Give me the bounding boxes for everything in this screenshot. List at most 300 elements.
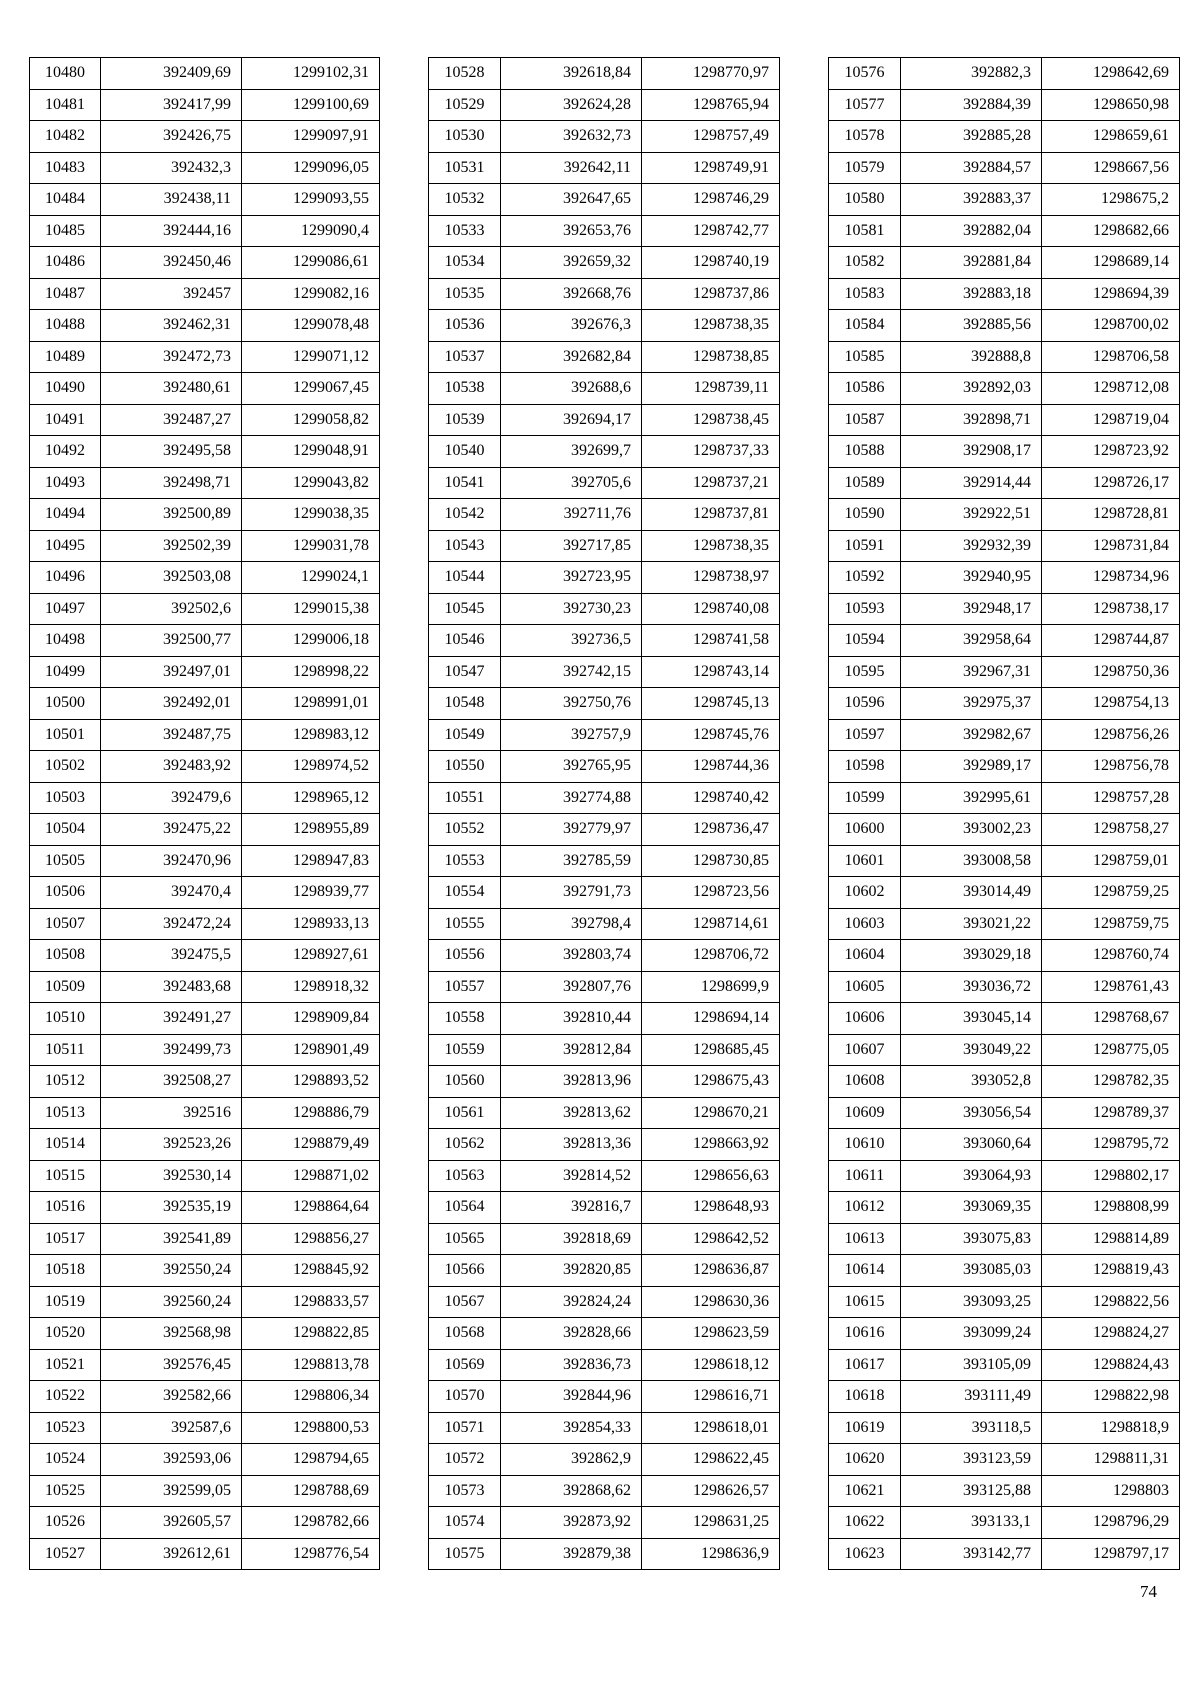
point-number-cell: 10602 bbox=[829, 877, 901, 909]
y-coordinate-cell: 1298622,45 bbox=[642, 1444, 780, 1476]
point-number-cell: 10533 bbox=[429, 215, 501, 247]
x-coordinate-cell: 393014,49 bbox=[901, 877, 1042, 909]
y-coordinate-cell: 1298871,02 bbox=[242, 1160, 380, 1192]
table-row bbox=[829, 971, 1180, 1003]
y-coordinate-cell: 1299043,82 bbox=[242, 467, 380, 499]
table-row bbox=[30, 278, 380, 310]
point-number-cell: 10531 bbox=[429, 152, 501, 184]
table-row bbox=[30, 1160, 380, 1192]
table-row bbox=[829, 152, 1180, 184]
point-number-cell: 10506 bbox=[30, 877, 101, 909]
table-row bbox=[30, 1223, 380, 1255]
y-coordinate-cell: 1298737,33 bbox=[642, 436, 780, 468]
x-coordinate-cell: 392914,44 bbox=[901, 467, 1042, 499]
point-number-cell: 10573 bbox=[429, 1475, 501, 1507]
y-coordinate-cell: 1298738,35 bbox=[642, 310, 780, 342]
y-coordinate-cell: 1298813,78 bbox=[242, 1349, 380, 1381]
table-row bbox=[429, 373, 780, 405]
x-coordinate-cell: 392750,76 bbox=[501, 688, 642, 720]
point-number-cell: 10546 bbox=[429, 625, 501, 657]
table-row bbox=[429, 1475, 780, 1507]
x-coordinate-cell: 393142,77 bbox=[901, 1538, 1042, 1570]
x-coordinate-cell: 392995,61 bbox=[901, 782, 1042, 814]
y-coordinate-cell: 1298768,67 bbox=[1042, 1003, 1180, 1035]
x-coordinate-cell: 393021,22 bbox=[901, 908, 1042, 940]
x-coordinate-cell: 392908,17 bbox=[901, 436, 1042, 468]
table-row bbox=[829, 1066, 1180, 1098]
coordinate-table-1 bbox=[29, 57, 380, 1570]
table-row bbox=[30, 1538, 380, 1570]
table-row bbox=[30, 562, 380, 594]
y-coordinate-cell: 1299031,78 bbox=[242, 530, 380, 562]
point-number-cell: 10491 bbox=[30, 404, 101, 436]
point-number-cell: 10543 bbox=[429, 530, 501, 562]
table-row bbox=[30, 530, 380, 562]
table-row bbox=[30, 1255, 380, 1287]
table-row bbox=[829, 1381, 1180, 1413]
y-coordinate-cell: 1298893,52 bbox=[242, 1066, 380, 1098]
point-number-cell: 10578 bbox=[829, 121, 901, 153]
y-coordinate-cell: 1298659,61 bbox=[1042, 121, 1180, 153]
table-row bbox=[30, 247, 380, 279]
x-coordinate-cell: 392612,61 bbox=[101, 1538, 242, 1570]
point-number-cell: 10505 bbox=[30, 845, 101, 877]
point-number-cell: 10486 bbox=[30, 247, 101, 279]
table-row bbox=[30, 1349, 380, 1381]
x-coordinate-cell: 392868,62 bbox=[501, 1475, 642, 1507]
point-number-cell: 10561 bbox=[429, 1097, 501, 1129]
point-number-cell: 10612 bbox=[829, 1192, 901, 1224]
table-row bbox=[30, 310, 380, 342]
table-row bbox=[829, 1444, 1180, 1476]
point-number-cell: 10541 bbox=[429, 467, 501, 499]
point-number-cell: 10539 bbox=[429, 404, 501, 436]
x-coordinate-cell: 392682,84 bbox=[501, 341, 642, 373]
x-coordinate-cell: 392765,95 bbox=[501, 751, 642, 783]
point-number-cell: 10549 bbox=[429, 719, 501, 751]
x-coordinate-cell: 393060,64 bbox=[901, 1129, 1042, 1161]
table-row bbox=[429, 1097, 780, 1129]
y-coordinate-cell: 1298796,29 bbox=[1042, 1507, 1180, 1539]
point-number-cell: 10601 bbox=[829, 845, 901, 877]
point-number-cell: 10616 bbox=[829, 1318, 901, 1350]
table-row bbox=[829, 1349, 1180, 1381]
y-coordinate-cell: 1299006,18 bbox=[242, 625, 380, 657]
table-row bbox=[429, 404, 780, 436]
table-row bbox=[429, 562, 780, 594]
y-coordinate-cell: 1298819,43 bbox=[1042, 1255, 1180, 1287]
y-coordinate-cell: 1298749,91 bbox=[642, 152, 780, 184]
y-coordinate-cell: 1298723,92 bbox=[1042, 436, 1180, 468]
y-coordinate-cell: 1298740,08 bbox=[642, 593, 780, 625]
y-coordinate-cell: 1298795,72 bbox=[1042, 1129, 1180, 1161]
point-number-cell: 10552 bbox=[429, 814, 501, 846]
x-coordinate-cell: 392816,7 bbox=[501, 1192, 642, 1224]
x-coordinate-cell: 392618,84 bbox=[501, 58, 642, 90]
point-number-cell: 10558 bbox=[429, 1003, 501, 1035]
x-coordinate-cell: 393125,88 bbox=[901, 1475, 1042, 1507]
table-row bbox=[829, 625, 1180, 657]
point-number-cell: 10586 bbox=[829, 373, 901, 405]
table-row bbox=[829, 814, 1180, 846]
y-coordinate-cell: 1298965,12 bbox=[242, 782, 380, 814]
x-coordinate-cell: 392444,16 bbox=[101, 215, 242, 247]
x-coordinate-cell: 392502,6 bbox=[101, 593, 242, 625]
x-coordinate-cell: 392836,73 bbox=[501, 1349, 642, 1381]
x-coordinate-cell: 392742,15 bbox=[501, 656, 642, 688]
x-coordinate-cell: 393002,23 bbox=[901, 814, 1042, 846]
point-number-cell: 10584 bbox=[829, 310, 901, 342]
point-number-cell: 10540 bbox=[429, 436, 501, 468]
y-coordinate-cell: 1298667,56 bbox=[1042, 152, 1180, 184]
table-row bbox=[30, 1381, 380, 1413]
x-coordinate-cell: 392885,28 bbox=[901, 121, 1042, 153]
y-coordinate-cell: 1298933,13 bbox=[242, 908, 380, 940]
y-coordinate-cell: 1298901,49 bbox=[242, 1034, 380, 1066]
x-coordinate-cell: 392472,73 bbox=[101, 341, 242, 373]
x-coordinate-cell: 393029,18 bbox=[901, 940, 1042, 972]
point-number-cell: 10559 bbox=[429, 1034, 501, 1066]
point-number-cell: 10483 bbox=[30, 152, 101, 184]
point-number-cell: 10542 bbox=[429, 499, 501, 531]
point-number-cell: 10487 bbox=[30, 278, 101, 310]
y-coordinate-cell: 1298731,84 bbox=[1042, 530, 1180, 562]
table-row bbox=[30, 89, 380, 121]
y-coordinate-cell: 1298740,19 bbox=[642, 247, 780, 279]
point-number-cell: 10556 bbox=[429, 940, 501, 972]
point-number-cell: 10589 bbox=[829, 467, 901, 499]
table-row bbox=[829, 341, 1180, 373]
y-coordinate-cell: 1298759,01 bbox=[1042, 845, 1180, 877]
x-coordinate-cell: 392862,9 bbox=[501, 1444, 642, 1476]
point-number-cell: 10570 bbox=[429, 1381, 501, 1413]
table-row bbox=[30, 215, 380, 247]
coordinate-table-2 bbox=[428, 57, 780, 1570]
table-row bbox=[30, 593, 380, 625]
x-coordinate-cell: 392560,24 bbox=[101, 1286, 242, 1318]
point-number-cell: 10593 bbox=[829, 593, 901, 625]
y-coordinate-cell: 1298757,49 bbox=[642, 121, 780, 153]
table-row bbox=[829, 751, 1180, 783]
y-coordinate-cell: 1298983,12 bbox=[242, 719, 380, 751]
point-number-cell: 10515 bbox=[30, 1160, 101, 1192]
table-row bbox=[30, 467, 380, 499]
table-row bbox=[30, 1097, 380, 1129]
y-coordinate-cell: 1298802,17 bbox=[1042, 1160, 1180, 1192]
x-coordinate-cell: 392508,27 bbox=[101, 1066, 242, 1098]
table-row bbox=[30, 625, 380, 657]
x-coordinate-cell: 392470,96 bbox=[101, 845, 242, 877]
point-number-cell: 10610 bbox=[829, 1129, 901, 1161]
point-number-cell: 10553 bbox=[429, 845, 501, 877]
y-coordinate-cell: 1298737,21 bbox=[642, 467, 780, 499]
point-number-cell: 10583 bbox=[829, 278, 901, 310]
table-row bbox=[429, 1255, 780, 1287]
y-coordinate-cell: 1298756,26 bbox=[1042, 719, 1180, 751]
x-coordinate-cell: 392888,8 bbox=[901, 341, 1042, 373]
x-coordinate-cell: 392587,6 bbox=[101, 1412, 242, 1444]
point-number-cell: 10511 bbox=[30, 1034, 101, 1066]
coordinate-table-3 bbox=[828, 57, 1180, 1570]
x-coordinate-cell: 392582,66 bbox=[101, 1381, 242, 1413]
point-number-cell: 10508 bbox=[30, 940, 101, 972]
y-coordinate-cell: 1298745,13 bbox=[642, 688, 780, 720]
y-coordinate-cell: 1298740,42 bbox=[642, 782, 780, 814]
y-coordinate-cell: 1298998,22 bbox=[242, 656, 380, 688]
y-coordinate-cell: 1299058,82 bbox=[242, 404, 380, 436]
y-coordinate-cell: 1299082,16 bbox=[242, 278, 380, 310]
x-coordinate-cell: 392798,4 bbox=[501, 908, 642, 940]
point-number-cell: 10605 bbox=[829, 971, 901, 1003]
table-row bbox=[429, 341, 780, 373]
y-coordinate-cell: 1299048,91 bbox=[242, 436, 380, 468]
point-number-cell: 10490 bbox=[30, 373, 101, 405]
point-number-cell: 10599 bbox=[829, 782, 901, 814]
table-row bbox=[30, 908, 380, 940]
y-coordinate-cell: 1298737,86 bbox=[642, 278, 780, 310]
x-coordinate-cell: 392882,04 bbox=[901, 215, 1042, 247]
table-row bbox=[829, 1538, 1180, 1570]
y-coordinate-cell: 1298685,45 bbox=[642, 1034, 780, 1066]
x-coordinate-cell: 392982,67 bbox=[901, 719, 1042, 751]
x-coordinate-cell: 392884,39 bbox=[901, 89, 1042, 121]
point-number-cell: 10564 bbox=[429, 1192, 501, 1224]
x-coordinate-cell: 392491,27 bbox=[101, 1003, 242, 1035]
point-number-cell: 10566 bbox=[429, 1255, 501, 1287]
y-coordinate-cell: 1299090,4 bbox=[242, 215, 380, 247]
y-coordinate-cell: 1298824,43 bbox=[1042, 1349, 1180, 1381]
y-coordinate-cell: 1298824,27 bbox=[1042, 1318, 1180, 1350]
page-number: 74 bbox=[1140, 1582, 1157, 1601]
table-row bbox=[429, 1003, 780, 1035]
point-number-cell: 10623 bbox=[829, 1538, 901, 1570]
point-number-cell: 10618 bbox=[829, 1381, 901, 1413]
y-coordinate-cell: 1299093,55 bbox=[242, 184, 380, 216]
point-number-cell: 10504 bbox=[30, 814, 101, 846]
x-coordinate-cell: 392483,68 bbox=[101, 971, 242, 1003]
x-coordinate-cell: 392550,24 bbox=[101, 1255, 242, 1287]
point-number-cell: 10507 bbox=[30, 908, 101, 940]
point-number-cell: 10579 bbox=[829, 152, 901, 184]
y-coordinate-cell: 1298746,29 bbox=[642, 184, 780, 216]
y-coordinate-cell: 1298794,65 bbox=[242, 1444, 380, 1476]
table-row bbox=[429, 1286, 780, 1318]
table-row bbox=[829, 1192, 1180, 1224]
table-row bbox=[829, 215, 1180, 247]
x-coordinate-cell: 392642,11 bbox=[501, 152, 642, 184]
y-coordinate-cell: 1298758,27 bbox=[1042, 814, 1180, 846]
x-coordinate-cell: 392688,6 bbox=[501, 373, 642, 405]
point-number-cell: 10513 bbox=[30, 1097, 101, 1129]
x-coordinate-cell: 392813,36 bbox=[501, 1129, 642, 1161]
point-number-cell: 10608 bbox=[829, 1066, 901, 1098]
x-coordinate-cell: 392500,77 bbox=[101, 625, 242, 657]
x-coordinate-cell: 392882,3 bbox=[901, 58, 1042, 90]
point-number-cell: 10569 bbox=[429, 1349, 501, 1381]
point-number-cell: 10597 bbox=[829, 719, 901, 751]
table-row bbox=[429, 310, 780, 342]
table-row bbox=[829, 719, 1180, 751]
x-coordinate-cell: 392503,08 bbox=[101, 562, 242, 594]
table-row bbox=[30, 1475, 380, 1507]
table-row bbox=[429, 814, 780, 846]
table-row bbox=[829, 247, 1180, 279]
x-coordinate-cell: 392475,22 bbox=[101, 814, 242, 846]
table-row bbox=[429, 1538, 780, 1570]
table-row bbox=[829, 184, 1180, 216]
table-row bbox=[30, 58, 380, 90]
y-coordinate-cell: 1298991,01 bbox=[242, 688, 380, 720]
point-number-cell: 10524 bbox=[30, 1444, 101, 1476]
y-coordinate-cell: 1299097,91 bbox=[242, 121, 380, 153]
x-coordinate-cell: 393133,1 bbox=[901, 1507, 1042, 1539]
table-row bbox=[429, 436, 780, 468]
point-number-cell: 10538 bbox=[429, 373, 501, 405]
y-coordinate-cell: 1298700,02 bbox=[1042, 310, 1180, 342]
y-coordinate-cell: 1298800,53 bbox=[242, 1412, 380, 1444]
x-coordinate-cell: 392774,88 bbox=[501, 782, 642, 814]
x-coordinate-cell: 393036,72 bbox=[901, 971, 1042, 1003]
x-coordinate-cell: 392812,84 bbox=[501, 1034, 642, 1066]
table-row bbox=[829, 58, 1180, 90]
x-coordinate-cell: 393085,03 bbox=[901, 1255, 1042, 1287]
y-coordinate-cell: 1298775,05 bbox=[1042, 1034, 1180, 1066]
table-row bbox=[829, 908, 1180, 940]
table-row bbox=[429, 1066, 780, 1098]
x-coordinate-cell: 392884,57 bbox=[901, 152, 1042, 184]
table-row bbox=[30, 1286, 380, 1318]
x-coordinate-cell: 392892,03 bbox=[901, 373, 1042, 405]
x-coordinate-cell: 392873,92 bbox=[501, 1507, 642, 1539]
y-coordinate-cell: 1298694,39 bbox=[1042, 278, 1180, 310]
x-coordinate-cell: 392975,37 bbox=[901, 688, 1042, 720]
point-number-cell: 10525 bbox=[30, 1475, 101, 1507]
x-coordinate-cell: 392699,7 bbox=[501, 436, 642, 468]
point-number-cell: 10519 bbox=[30, 1286, 101, 1318]
x-coordinate-cell: 392479,6 bbox=[101, 782, 242, 814]
y-coordinate-cell: 1298726,17 bbox=[1042, 467, 1180, 499]
y-coordinate-cell: 1298822,56 bbox=[1042, 1286, 1180, 1318]
table-row bbox=[429, 278, 780, 310]
table-row bbox=[429, 1318, 780, 1350]
y-coordinate-cell: 1298744,36 bbox=[642, 751, 780, 783]
x-coordinate-cell: 392499,73 bbox=[101, 1034, 242, 1066]
x-coordinate-cell: 392844,96 bbox=[501, 1381, 642, 1413]
x-coordinate-cell: 392940,95 bbox=[901, 562, 1042, 594]
x-coordinate-cell: 392432,3 bbox=[101, 152, 242, 184]
y-coordinate-cell: 1298723,56 bbox=[642, 877, 780, 909]
point-number-cell: 10495 bbox=[30, 530, 101, 562]
table-row bbox=[829, 656, 1180, 688]
point-number-cell: 10594 bbox=[829, 625, 901, 657]
y-coordinate-cell: 1298682,66 bbox=[1042, 215, 1180, 247]
x-coordinate-cell: 392541,89 bbox=[101, 1223, 242, 1255]
y-coordinate-cell: 1298918,32 bbox=[242, 971, 380, 1003]
x-coordinate-cell: 392922,51 bbox=[901, 499, 1042, 531]
point-number-cell: 10527 bbox=[30, 1538, 101, 1570]
point-number-cell: 10565 bbox=[429, 1223, 501, 1255]
y-coordinate-cell: 1298756,78 bbox=[1042, 751, 1180, 783]
point-number-cell: 10499 bbox=[30, 656, 101, 688]
table-row bbox=[429, 215, 780, 247]
y-coordinate-cell: 1298642,52 bbox=[642, 1223, 780, 1255]
table-row bbox=[429, 1349, 780, 1381]
x-coordinate-cell: 392668,76 bbox=[501, 278, 642, 310]
point-number-cell: 10492 bbox=[30, 436, 101, 468]
x-coordinate-cell: 392472,24 bbox=[101, 908, 242, 940]
y-coordinate-cell: 1298630,36 bbox=[642, 1286, 780, 1318]
table-row bbox=[829, 121, 1180, 153]
point-number-cell: 10609 bbox=[829, 1097, 901, 1129]
point-number-cell: 10585 bbox=[829, 341, 901, 373]
x-coordinate-cell: 392879,38 bbox=[501, 1538, 642, 1570]
y-coordinate-cell: 1298947,83 bbox=[242, 845, 380, 877]
y-coordinate-cell: 1298789,37 bbox=[1042, 1097, 1180, 1129]
table-row bbox=[429, 1129, 780, 1161]
x-coordinate-cell: 392516 bbox=[101, 1097, 242, 1129]
x-coordinate-cell: 392492,01 bbox=[101, 688, 242, 720]
table-row bbox=[30, 814, 380, 846]
table-row bbox=[829, 940, 1180, 972]
table-row bbox=[429, 625, 780, 657]
point-number-cell: 10582 bbox=[829, 247, 901, 279]
x-coordinate-cell: 392495,58 bbox=[101, 436, 242, 468]
y-coordinate-cell: 1298741,58 bbox=[642, 625, 780, 657]
table-row bbox=[829, 1412, 1180, 1444]
y-coordinate-cell: 1298833,57 bbox=[242, 1286, 380, 1318]
table-row bbox=[30, 341, 380, 373]
x-coordinate-cell: 392757,9 bbox=[501, 719, 642, 751]
y-coordinate-cell: 1298811,31 bbox=[1042, 1444, 1180, 1476]
point-number-cell: 10528 bbox=[429, 58, 501, 90]
table-row bbox=[429, 1444, 780, 1476]
y-coordinate-cell: 1299067,45 bbox=[242, 373, 380, 405]
x-coordinate-cell: 392711,76 bbox=[501, 499, 642, 531]
table-row bbox=[30, 373, 380, 405]
y-coordinate-cell: 1298864,64 bbox=[242, 1192, 380, 1224]
point-number-cell: 10588 bbox=[829, 436, 901, 468]
y-coordinate-cell: 1298712,08 bbox=[1042, 373, 1180, 405]
table-row bbox=[429, 971, 780, 1003]
point-number-cell: 10611 bbox=[829, 1160, 901, 1192]
x-coordinate-cell: 392475,5 bbox=[101, 940, 242, 972]
y-coordinate-cell: 1298856,27 bbox=[242, 1223, 380, 1255]
point-number-cell: 10571 bbox=[429, 1412, 501, 1444]
point-number-cell: 10560 bbox=[429, 1066, 501, 1098]
point-number-cell: 10545 bbox=[429, 593, 501, 625]
point-number-cell: 10534 bbox=[429, 247, 501, 279]
x-coordinate-cell: 392647,65 bbox=[501, 184, 642, 216]
table-row bbox=[429, 184, 780, 216]
table-row bbox=[429, 1412, 780, 1444]
point-number-cell: 10606 bbox=[829, 1003, 901, 1035]
point-number-cell: 10516 bbox=[30, 1192, 101, 1224]
y-coordinate-cell: 1298765,94 bbox=[642, 89, 780, 121]
x-coordinate-cell: 392814,52 bbox=[501, 1160, 642, 1192]
table-row bbox=[30, 1318, 380, 1350]
y-coordinate-cell: 1299078,48 bbox=[242, 310, 380, 342]
point-number-cell: 10568 bbox=[429, 1318, 501, 1350]
x-coordinate-cell: 392883,18 bbox=[901, 278, 1042, 310]
y-coordinate-cell: 1298788,69 bbox=[242, 1475, 380, 1507]
x-coordinate-cell: 392736,5 bbox=[501, 625, 642, 657]
y-coordinate-cell: 1298770,97 bbox=[642, 58, 780, 90]
table-row bbox=[30, 1034, 380, 1066]
x-coordinate-cell: 393099,24 bbox=[901, 1318, 1042, 1350]
point-number-cell: 10480 bbox=[30, 58, 101, 90]
table-row bbox=[829, 1034, 1180, 1066]
table-row bbox=[829, 1255, 1180, 1287]
